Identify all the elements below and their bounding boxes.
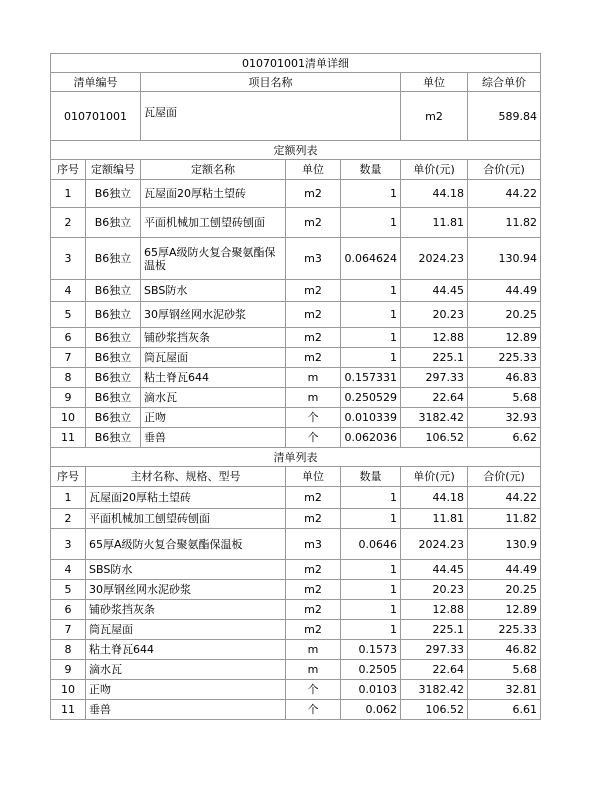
material-row-no: 5	[51, 580, 86, 600]
material-row	[51, 620, 541, 640]
material-row-name: 瓦屋面20厚粘土望砖	[86, 487, 286, 509]
material-row-price: 20.23	[401, 580, 468, 600]
quota-row-qty: 0.157331	[341, 368, 401, 388]
material-header-unit: 单位	[286, 467, 341, 487]
item-header-price: 综合单价	[468, 73, 541, 92]
quota-row-no: 1	[51, 180, 86, 208]
material-row-name: SBS防水	[86, 560, 286, 580]
quota-row-code: B6独立	[86, 180, 141, 208]
material-row-no: 9	[51, 660, 86, 680]
item-header-unit: 单位	[401, 73, 468, 92]
material-row-qty: 0.062	[341, 700, 401, 720]
material-row-no: 3	[51, 529, 86, 560]
quota-header-price: 单价(元)	[401, 160, 468, 180]
quota-row-unit: m2	[286, 208, 341, 238]
quota-row-code: B6独立	[86, 428, 141, 448]
material-row-name: 粘土脊瓦644	[86, 640, 286, 660]
quota-row-price: 225.1	[401, 348, 468, 368]
material-row-total: 44.22	[468, 487, 541, 509]
quota-row	[51, 408, 541, 428]
material-row-unit: m	[286, 640, 341, 660]
material-row-name: 30厚钢丝网水泥砂浆	[86, 580, 286, 600]
quota-row	[51, 428, 541, 448]
material-header-no: 序号	[51, 467, 86, 487]
quota-header-qty: 数量	[341, 160, 401, 180]
item-name: 瓦屋面	[141, 92, 401, 141]
quota-row	[51, 328, 541, 348]
material-row-no: 1	[51, 487, 86, 509]
quota-row-code: B6独立	[86, 388, 141, 408]
material-row-name: 筒瓦屋面	[86, 620, 286, 640]
quota-row-total: 130.94	[468, 238, 541, 280]
quota-row-no: 7	[51, 348, 86, 368]
quota-row-qty: 1	[341, 280, 401, 302]
material-row-unit: m2	[286, 487, 341, 509]
quota-row-name: 平面机械加工刨望砖刨面	[141, 208, 286, 238]
quota-header-unit: 单位	[286, 160, 341, 180]
material-row-total: 44.49	[468, 560, 541, 580]
material-row-no: 7	[51, 620, 86, 640]
material-row	[51, 680, 541, 700]
quota-row-no: 10	[51, 408, 86, 428]
material-row-price: 22.64	[401, 660, 468, 680]
quota-row-code: B6独立	[86, 208, 141, 238]
quota-row-price: 11.81	[401, 208, 468, 238]
quota-row-name: 粘土脊瓦644	[141, 368, 286, 388]
material-row-total: 225.33	[468, 620, 541, 640]
material-row-unit: m3	[286, 529, 341, 560]
quota-header-total: 合价(元)	[468, 160, 541, 180]
quota-row-no: 2	[51, 208, 86, 238]
quota-row-code: B6独立	[86, 280, 141, 302]
material-row-total: 20.25	[468, 580, 541, 600]
quota-row	[51, 280, 541, 302]
material-row-name: 正吻	[86, 680, 286, 700]
quota-row-no: 9	[51, 388, 86, 408]
material-row-total: 12.89	[468, 600, 541, 620]
material-caption: 清单列表	[51, 448, 541, 467]
quota-row-total: 44.22	[468, 180, 541, 208]
quota-row-total: 20.25	[468, 302, 541, 328]
item-header-code: 清单编号	[51, 73, 141, 92]
material-row-name: 垂兽	[86, 700, 286, 720]
material-row-qty: 0.0103	[341, 680, 401, 700]
quota-row-price: 106.52	[401, 428, 468, 448]
quota-row-unit: 个	[286, 428, 341, 448]
material-row-unit: m2	[286, 509, 341, 529]
quota-header-name: 定额名称	[141, 160, 286, 180]
quota-row-price: 22.64	[401, 388, 468, 408]
quota-row	[51, 302, 541, 328]
material-row	[51, 700, 541, 720]
material-row-qty: 1	[341, 509, 401, 529]
quota-row-total: 44.49	[468, 280, 541, 302]
quota-row	[51, 208, 541, 238]
material-row	[51, 580, 541, 600]
quota-row-unit: m	[286, 388, 341, 408]
quota-row	[51, 238, 541, 280]
material-row	[51, 509, 541, 529]
quota-row-price: 2024.23	[401, 238, 468, 280]
material-header-total: 合价(元)	[468, 467, 541, 487]
quota-row-total: 46.83	[468, 368, 541, 388]
quota-row-price: 12.88	[401, 328, 468, 348]
material-row-price: 11.81	[401, 509, 468, 529]
material-row-total: 46.82	[468, 640, 541, 660]
material-row-qty: 1	[341, 580, 401, 600]
quota-header-code: 定额编号	[86, 160, 141, 180]
material-row-price: 2024.23	[401, 529, 468, 560]
quota-row-price: 20.23	[401, 302, 468, 328]
quota-row-qty: 1	[341, 180, 401, 208]
quota-row-code: B6独立	[86, 328, 141, 348]
material-row	[51, 529, 541, 560]
quota-row-qty: 0.250529	[341, 388, 401, 408]
material-row-qty: 1	[341, 620, 401, 640]
quota-row-qty: 1	[341, 208, 401, 238]
material-row-no: 2	[51, 509, 86, 529]
material-row-name: 65厚A级防火复合聚氨酯保温板	[86, 529, 286, 560]
bill-detail-table	[50, 53, 541, 720]
material-row-price: 12.88	[401, 600, 468, 620]
quota-row-name: 瓦屋面20厚粘土望砖	[141, 180, 286, 208]
material-row-price: 297.33	[401, 640, 468, 660]
quota-caption: 定额列表	[51, 141, 541, 160]
material-row-unit: m2	[286, 560, 341, 580]
quota-row-unit: m2	[286, 180, 341, 208]
material-row	[51, 600, 541, 620]
material-row-qty: 0.2505	[341, 660, 401, 680]
quota-row	[51, 368, 541, 388]
material-row-total: 11.82	[468, 509, 541, 529]
quota-row-no: 3	[51, 238, 86, 280]
quota-row-unit: m2	[286, 280, 341, 302]
material-row-qty: 0.0646	[341, 529, 401, 560]
quota-row-no: 11	[51, 428, 86, 448]
quota-row-no: 5	[51, 302, 86, 328]
quota-row-name: 65厚A级防火复合聚氨酯保温板	[141, 238, 286, 280]
quota-row-name: 筒瓦屋面	[141, 348, 286, 368]
material-row	[51, 640, 541, 660]
material-row	[51, 660, 541, 680]
material-row-qty: 1	[341, 560, 401, 580]
quota-row-qty: 1	[341, 302, 401, 328]
material-header-price: 单价(元)	[401, 467, 468, 487]
material-row-unit: m2	[286, 600, 341, 620]
material-row-price: 225.1	[401, 620, 468, 640]
material-row-total: 32.81	[468, 680, 541, 700]
material-row-name: 滴水瓦	[86, 660, 286, 680]
material-row-unit: m2	[286, 580, 341, 600]
bill-detail-sheet	[50, 53, 540, 720]
quota-row-name: 垂兽	[141, 428, 286, 448]
material-row	[51, 487, 541, 509]
quota-row-unit: m3	[286, 238, 341, 280]
material-row	[51, 560, 541, 580]
material-row-unit: m2	[286, 620, 341, 640]
material-row-name: 铺砂浆挡灰条	[86, 600, 286, 620]
quota-row-total: 32.93	[468, 408, 541, 428]
quota-row-name: 滴水瓦	[141, 388, 286, 408]
quota-row-qty: 0.010339	[341, 408, 401, 428]
material-row-no: 4	[51, 560, 86, 580]
quota-row-price: 44.18	[401, 180, 468, 208]
bill-detail-body	[51, 54, 541, 720]
material-row-price: 44.18	[401, 487, 468, 509]
quota-row-code: B6独立	[86, 368, 141, 388]
quota-row-name: 30厚钢丝网水泥砂浆	[141, 302, 286, 328]
material-row-total: 5.68	[468, 660, 541, 680]
quota-row-code: B6独立	[86, 348, 141, 368]
quota-row	[51, 388, 541, 408]
item-code: 010701001	[51, 92, 141, 141]
material-row-no: 11	[51, 700, 86, 720]
material-row-unit: 个	[286, 700, 341, 720]
quota-row-code: B6独立	[86, 302, 141, 328]
quota-row-qty: 1	[341, 348, 401, 368]
quota-row-name: 铺砂浆挡灰条	[141, 328, 286, 348]
material-header-qty: 数量	[341, 467, 401, 487]
quota-row-code: B6独立	[86, 408, 141, 428]
quota-row-total: 11.82	[468, 208, 541, 238]
material-row-no: 10	[51, 680, 86, 700]
quota-row-qty: 0.064624	[341, 238, 401, 280]
quota-row-total: 5.68	[468, 388, 541, 408]
quota-row-price: 44.45	[401, 280, 468, 302]
material-row-qty: 0.1573	[341, 640, 401, 660]
quota-row-code: B6独立	[86, 238, 141, 280]
quota-row-no: 8	[51, 368, 86, 388]
material-row-price: 44.45	[401, 560, 468, 580]
quota-row-total: 225.33	[468, 348, 541, 368]
quota-row-total: 6.62	[468, 428, 541, 448]
item-header-name: 项目名称	[141, 73, 401, 92]
material-row-unit: 个	[286, 680, 341, 700]
material-row-no: 8	[51, 640, 86, 660]
quota-row-name: 正吻	[141, 408, 286, 428]
material-row-total: 6.61	[468, 700, 541, 720]
quota-row-name: SBS防水	[141, 280, 286, 302]
quota-row-price: 297.33	[401, 368, 468, 388]
quota-row-total: 12.89	[468, 328, 541, 348]
quota-row-unit: 个	[286, 408, 341, 428]
quota-row-qty: 0.062036	[341, 428, 401, 448]
quota-row-unit: m2	[286, 328, 341, 348]
item-unit: m2	[401, 92, 468, 141]
material-row-unit: m	[286, 660, 341, 680]
quota-row	[51, 348, 541, 368]
material-header-name: 主材名称、规格、型号	[86, 467, 286, 487]
quota-row-unit: m2	[286, 348, 341, 368]
material-row-price: 3182.42	[401, 680, 468, 700]
material-row-qty: 1	[341, 600, 401, 620]
material-row-name: 平面机械加工刨望砖刨面	[86, 509, 286, 529]
item-price: 589.84	[468, 92, 541, 141]
material-row-price: 106.52	[401, 700, 468, 720]
quota-row-unit: m2	[286, 302, 341, 328]
material-row-total: 130.9	[468, 529, 541, 560]
quota-row-no: 6	[51, 328, 86, 348]
material-row-qty: 1	[341, 487, 401, 509]
quota-header-no: 序号	[51, 160, 86, 180]
material-row-no: 6	[51, 600, 86, 620]
quota-row-no: 4	[51, 280, 86, 302]
quota-row	[51, 180, 541, 208]
quota-row-qty: 1	[341, 328, 401, 348]
quota-row-price: 3182.42	[401, 408, 468, 428]
quota-row-unit: m	[286, 368, 341, 388]
bill-title: 010701001清单详细	[51, 54, 541, 73]
